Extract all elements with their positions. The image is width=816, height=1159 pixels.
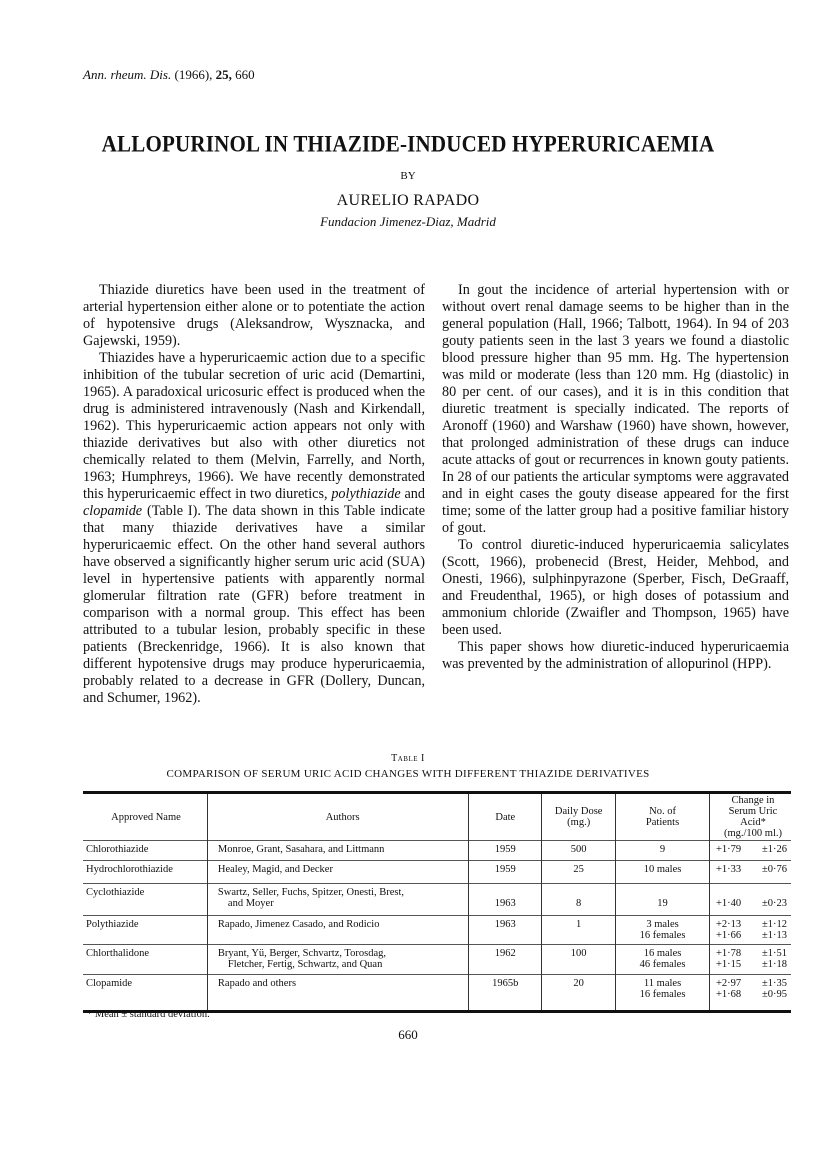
dose-cell: 500 [542, 841, 616, 861]
mean-value: +1·79 [715, 844, 742, 855]
date-cell: 1965b [469, 975, 542, 1012]
change-cell [709, 841, 791, 861]
journal-name: Ann. rheum. Dis. [83, 67, 172, 82]
authors-cell: Swartz, Seller, Fuchs, Spitzer, Onesti, Brest, and Moyer [207, 884, 468, 916]
table-footnote: * Mean ± standard deviation. [87, 1009, 210, 1020]
sd-value: ±0·76 [761, 864, 787, 875]
dose-cell: 1 [542, 916, 616, 945]
date-cell: 1959 [469, 861, 542, 884]
paragraph: This paper shows how diuretic-induced hyperuricaemia was prevented by the administration of allopurinol (HPP). [442, 639, 789, 672]
authors-cell: Rapado and others [207, 975, 468, 1012]
change-cell [709, 884, 791, 916]
sd-value: ±1·18 [761, 959, 787, 970]
mean-value: +1·40 [715, 898, 742, 909]
change-cell [709, 861, 791, 884]
authors-cell: Monroe, Grant, Sasahara, and Littmann [207, 841, 468, 861]
table-row [83, 945, 791, 975]
patients-cell: 16 males 46 females [616, 945, 710, 975]
journal-citation [83, 67, 255, 83]
mean-value: +1·66 [715, 930, 742, 941]
approved-name-cell: Chlorthalidone [86, 948, 149, 959]
change-cell [709, 916, 791, 945]
approved-name-cell: Hydrochlorothiazide [86, 864, 173, 875]
dose-cell: 20 [542, 975, 616, 1012]
sd-value: ±1·26 [761, 844, 787, 855]
patients-cell: 3 males 16 females [616, 916, 710, 945]
mean-value: +2·13 [715, 919, 742, 930]
table-title: COMPARISON OF SERUM URIC ACID CHANGES WITH DIFFERENT THIAZIDE DERIVATIVES [166, 768, 650, 780]
patients-cell: 19 [616, 884, 710, 916]
mean-value: +1·33 [715, 864, 742, 875]
approved-name-cell: Cyclothiazide [86, 887, 145, 898]
body-column-right [442, 282, 789, 673]
mean-value: +2·97 [715, 978, 742, 989]
date-cell: 1962 [469, 945, 542, 975]
paragraph: Thiazides have a hyperuricaemic action due to a specific inhibition of the tubular secretion of uric acid (Demartini, 1965). A paradoxical uricosuric effect is produced when the drug is administered intravenously (Nash and Kirkendall, 1962). This hyperuricaemic action appears not only with thiazide derivatives but also with other diuretics not chemically related to them (Melvin, Farrelly, and North, 1963; Humphreys, 1966). We have recently demonstrated this hyperuricaemic effect in two diuretics, polythiazide and clopamide (Table I). The data shown in this Table indicate that many thiazide derivatives have a similar hyperuricaemic effect. On the other hand several authors have observed a significantly higher serum uric acid (SUA) level in hypertensive patients with apparently normal glomerular filtration rate (GFR) before treatment in comparison with a normal group. This effect has been attributed to a tubular lesion, probably specific in these patients (Breckenridge, 1966). It is also known that different hypotensive drugs may produce hyperuricaemia, probably related to a decrease in GFR (Dollery, Duncan, and Schumer, 1962). [83, 350, 425, 706]
byline-label: BY [400, 170, 416, 182]
sd-value: ±1·13 [761, 930, 787, 941]
dose-cell: 100 [542, 945, 616, 975]
header-authors: Authors [207, 793, 468, 841]
change-cell [709, 975, 791, 1012]
authors-cell: Bryant, Yü, Berger, Schvartz, Torosdag, Fletcher, Fertig, Schwartz, and Quan [207, 945, 468, 975]
patients-cell: 10 males [616, 861, 710, 884]
header-patients: No. of Patients [616, 793, 710, 841]
sd-value: ±0·23 [761, 898, 787, 909]
table-row [83, 841, 791, 861]
paragraph: Thiazide diuretics have been used in the treatment of arterial hypertension either alone or to potentiate the action of hypotensive drugs (Aleksandrow, Wysznacka, and Gajewski, 1959). [83, 282, 425, 349]
table-row [83, 975, 791, 1012]
journal-year: (1966), [174, 67, 213, 82]
sd-value: ±0·95 [761, 989, 787, 1000]
article-title: ALLOPURINOL IN THIAZIDE-INDUCED HYPERURICAEMIA [101, 130, 715, 158]
mean-value: +1·68 [715, 989, 742, 1000]
approved-name-cell: Polythiazide [86, 919, 139, 930]
drug-name: polythiazide [331, 486, 401, 502]
mean-value: +1·15 [715, 959, 742, 970]
paragraph: In gout the incidence of arterial hypertension with or without overt renal damage seems to be higher than in the general population (Hall, 1966; Talbott, 1964). In 94 of 203 gouty patients seen in the last 3 years we found a diastolic blood pressure higher than 95 mm. Hg. The hypertension was mild or moderate (less than 120 mm. Hg (diastolic) in 80 per cent. of our cases), and it is in this condition that diuretic treatment is specially indicated. The reports of Aronoff (1960) and Warshaw (1960) have shown, however, that prolonged administration of these drugs can induce acute attacks of gout or recurrences in known gouty patients. In 28 of our patients the articular symptoms were aggravated and in eight cases the gouty disease appeared for the first time; some of the latter group had a positive familiar history of gout. [442, 282, 789, 536]
results-table [83, 791, 791, 1013]
table-header-row [83, 793, 791, 841]
date-cell: 1963 [469, 884, 542, 916]
header-change: Change in Serum Uric Acid* (mg./100 ml.) [709, 793, 791, 841]
journal-page: 660 [235, 67, 255, 82]
patients-cell: 9 [616, 841, 710, 861]
journal-volume: 25, [215, 67, 232, 82]
mean-value: +1·78 [715, 948, 742, 959]
paragraph: To control diuretic-induced hyperuricaemia salicylates (Scott, 1966), probenecid (Brest, Heider, Mehbod, and Onesti, 1966), sulphinpyrazone (Sperber, Fisch, DeGraaff, and Freudenthal, 1965), or high doses of potassium and ammonium chloride (Zwaifler and Thompson, 1965) have been used. [442, 537, 789, 638]
table-row [83, 884, 791, 916]
patients-cell: 11 males 16 females [616, 975, 710, 1012]
approved-name-cell: Chlorothiazide [86, 844, 149, 855]
header-approved-name: Approved Name [111, 811, 181, 823]
authors-cell: Rapado, Jimenez Casado, and Rodicio [207, 916, 468, 945]
sd-value: ±1·35 [761, 978, 787, 989]
sd-value: ±1·51 [761, 948, 787, 959]
body-column-left [83, 282, 425, 707]
approved-name-cell: Clopamide [86, 978, 133, 989]
sd-value: ±1·12 [761, 919, 787, 930]
header-date: Date [469, 793, 542, 841]
dose-cell: 8 [542, 884, 616, 916]
page-number: 660 [398, 1027, 418, 1042]
author-name: AURELIO RAPADO [336, 192, 480, 209]
change-cell [709, 945, 791, 975]
table-row [83, 861, 791, 884]
author-affiliation: Fundacion Jimenez-Diaz, Madrid [320, 214, 496, 229]
table-row [83, 916, 791, 945]
table-caption: Table I [391, 753, 425, 764]
authors-cell: Healey, Magid, and Decker [207, 861, 468, 884]
date-cell: 1959 [469, 841, 542, 861]
dose-cell: 25 [542, 861, 616, 884]
header-daily-dose: Daily Dose (mg.) [542, 793, 616, 841]
date-cell: 1963 [469, 916, 542, 945]
drug-name: clopamide [83, 503, 143, 519]
